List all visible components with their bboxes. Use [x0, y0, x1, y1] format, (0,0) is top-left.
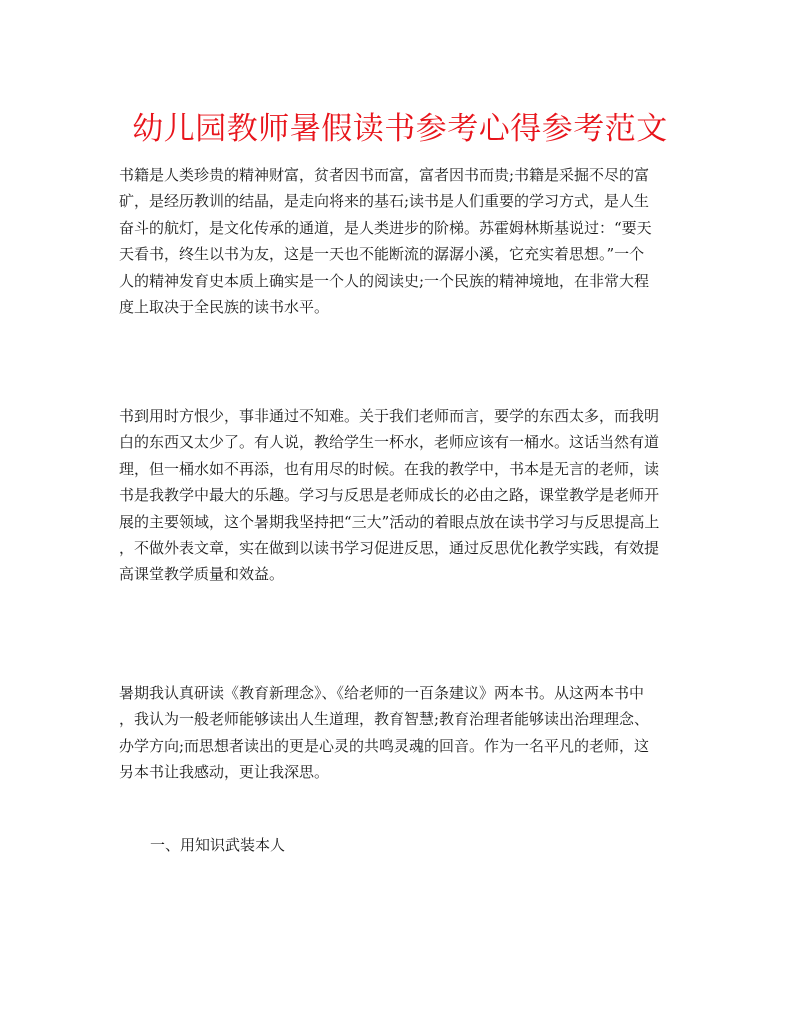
paragraph-line: 奋斗的航灯，是文化传承的通道，是人类进步的阶梯。苏霍姆林斯基说过：“要天: [119, 218, 652, 237]
paragraph-line: 另本书让我感动，更让我深思。: [119, 763, 330, 782]
paragraph-line: 暑期我认真研读《教育新理念》、《给老师的一百条建议》两本书。从这两本书中: [119, 684, 645, 702]
paragraph-line: ，我认为一般老师能够读出人生道理，教育智慧;教育治理者能够读出治理理念、: [119, 710, 650, 729]
section-heading: 一、用知识武装本人: [150, 836, 286, 854]
paragraph-line: 高课堂教学质量和效益。: [119, 565, 285, 584]
paragraph-2: [119, 403, 685, 588]
document-title: 幼儿园教师暑假读书参考心得参考范文: [132, 111, 668, 147]
paragraph-line: 办学方向;而思想者读出的更是心灵的共鸣灵魂的回音。作为一名平凡的老师，这: [119, 736, 650, 755]
paragraph-line: 书籍是人类珍贵的精神财富，贫者因书而富，富者因书而贵;书籍是采掘不尽的富: [119, 166, 650, 184]
paragraph-line: 书到用时方恨少，事非通过不知难。关于我们老师而言，要学的东西太多，而我明: [119, 407, 660, 425]
paragraph-1: [119, 162, 685, 320]
paragraph-3: [119, 680, 685, 786]
paragraph-line: 展的主要领域，这个暑期我坚持把“三大”活动的着眼点放在读书学习与反思提高上: [119, 512, 660, 531]
paragraph-line: 理，但一桶水如不再添，也有用尽的时候。在我的教学中，书本是无言的老师，读: [119, 459, 660, 478]
paragraph-line: 度上取决于全民族的读书水平。: [119, 297, 330, 316]
paragraph-line: 白的东西又太少了。有人说，教给学生一杯水，老师应该有一桶水。这话当然有道: [119, 433, 660, 452]
paragraph-line: 矿，是经历教训的结晶，是走向将来的基石;读书是人们重要的学习方式，是人生: [119, 192, 650, 211]
paragraph-line: 人的精神发育史本质上确实是一个人的阅读史;一个民族的精神境地，在非常大程: [119, 271, 650, 290]
paragraph-line: ，不做外表文章，实在做到以读书学习促进反思，通过反思优化教学实践，有效提: [119, 538, 660, 557]
paragraph-line: 天看书，终生以书为友，这是一天也不能断流的潺潺小溪，它充实着思想。”一个: [119, 245, 645, 264]
paragraph-line: 书是我教学中最大的乐趣。学习与反思是老师成长的必由之路，课堂教学是老师开: [119, 486, 660, 505]
